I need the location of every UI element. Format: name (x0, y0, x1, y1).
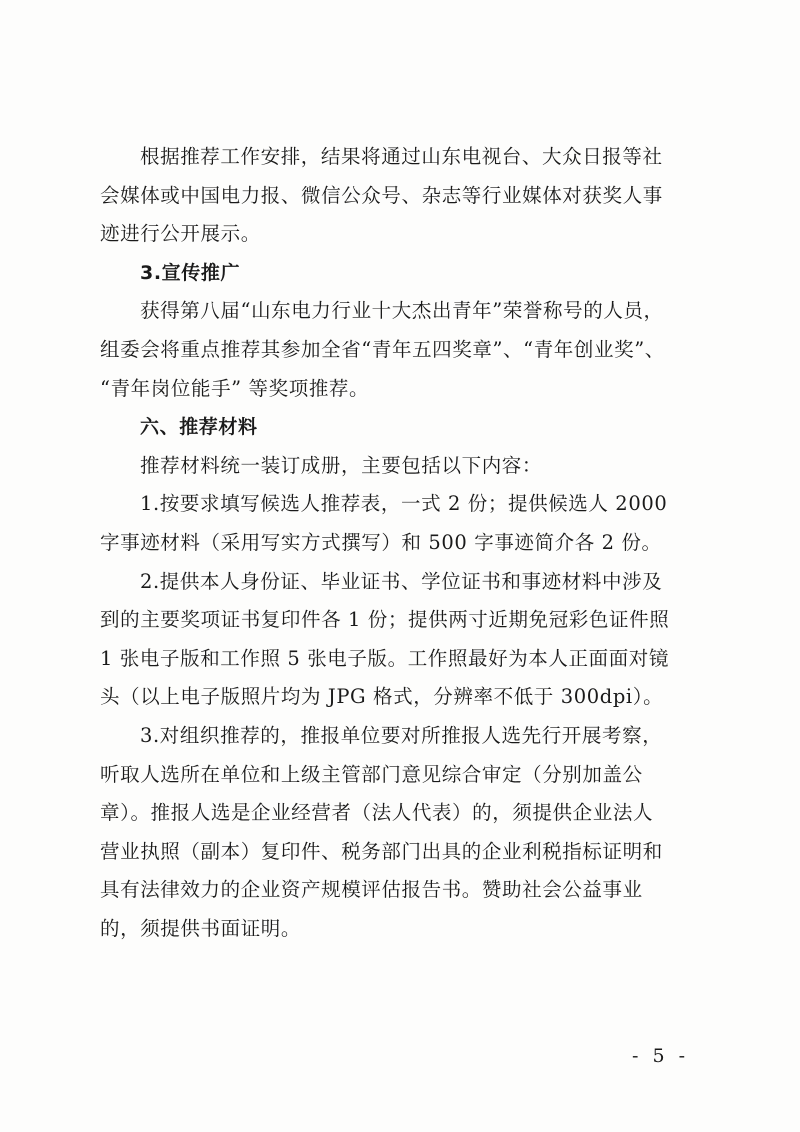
body-line: 的，须提供书面证明。 (100, 916, 302, 940)
body-line: 听取人选所在单位和上级主管部门意见综合审定（分别加盖公 (100, 762, 643, 786)
body-line: 推荐材料统一装订成册，主要包括以下内容： (140, 453, 543, 477)
body-line: 1 张电子版和工作照 5 张电子版。工作照最好为本人正面面对镜 (100, 646, 670, 670)
body-line: 章）。推报人选是企业经营者（法人代表）的，须提供企业法人 (100, 801, 654, 825)
body-line: 营业执照（副本）复印件、税务部门出具的企业利税指标证明和 (100, 839, 663, 863)
document-body (100, 138, 700, 948)
section-heading: 六、推荐材料 (140, 416, 258, 439)
body-line: 字事迹材料（采用写实方式撰写）和 500 字事迹简介各 2 份。 (100, 530, 662, 554)
body-line: 头（以上电子版照片均为 JPG 格式，分辨率不低于 300dpi）。 (100, 685, 664, 709)
body-line: 具有法律效力的企业资产规模评估报告书。赞助社会公益事业 (100, 878, 643, 902)
body-line: 根据推荐工作安排，结果将通过山东电视台、大众日报等社 (140, 145, 663, 168)
body-line: 到的主要奖项证书复印件各 1 份；提供两寸近期免冠彩色证件照 (100, 608, 670, 632)
body-line: 迹进行公开展示。 (100, 222, 261, 246)
body-line: 获得第八届“山东电力行业十大杰出青年”荣誉称号的人员， (140, 299, 664, 323)
body-line: 组委会将重点推荐其参加全省“青年五四奖章”、“青年创业奖”、 (100, 337, 665, 361)
page-number: - 5 - (632, 1045, 690, 1067)
body-line: “青年岗位能手” 等奖项推荐。 (100, 376, 370, 400)
body-line: 会媒体或中国电力报、微信公众号、杂志等行业媒体对获奖人事 (100, 183, 663, 207)
section-heading: 3.宣传推广 (140, 261, 241, 284)
body-line: 2.提供本人身份证、毕业证书、学位证书和事迹材料中涉及 (140, 569, 663, 593)
body-line: 3.对组织推荐的，推报单位要对所推报人选先行开展考察， (140, 723, 663, 747)
body-line: 1.按要求填写候选人推荐表，一式 2 份；提供候选人 2000 (140, 492, 668, 516)
